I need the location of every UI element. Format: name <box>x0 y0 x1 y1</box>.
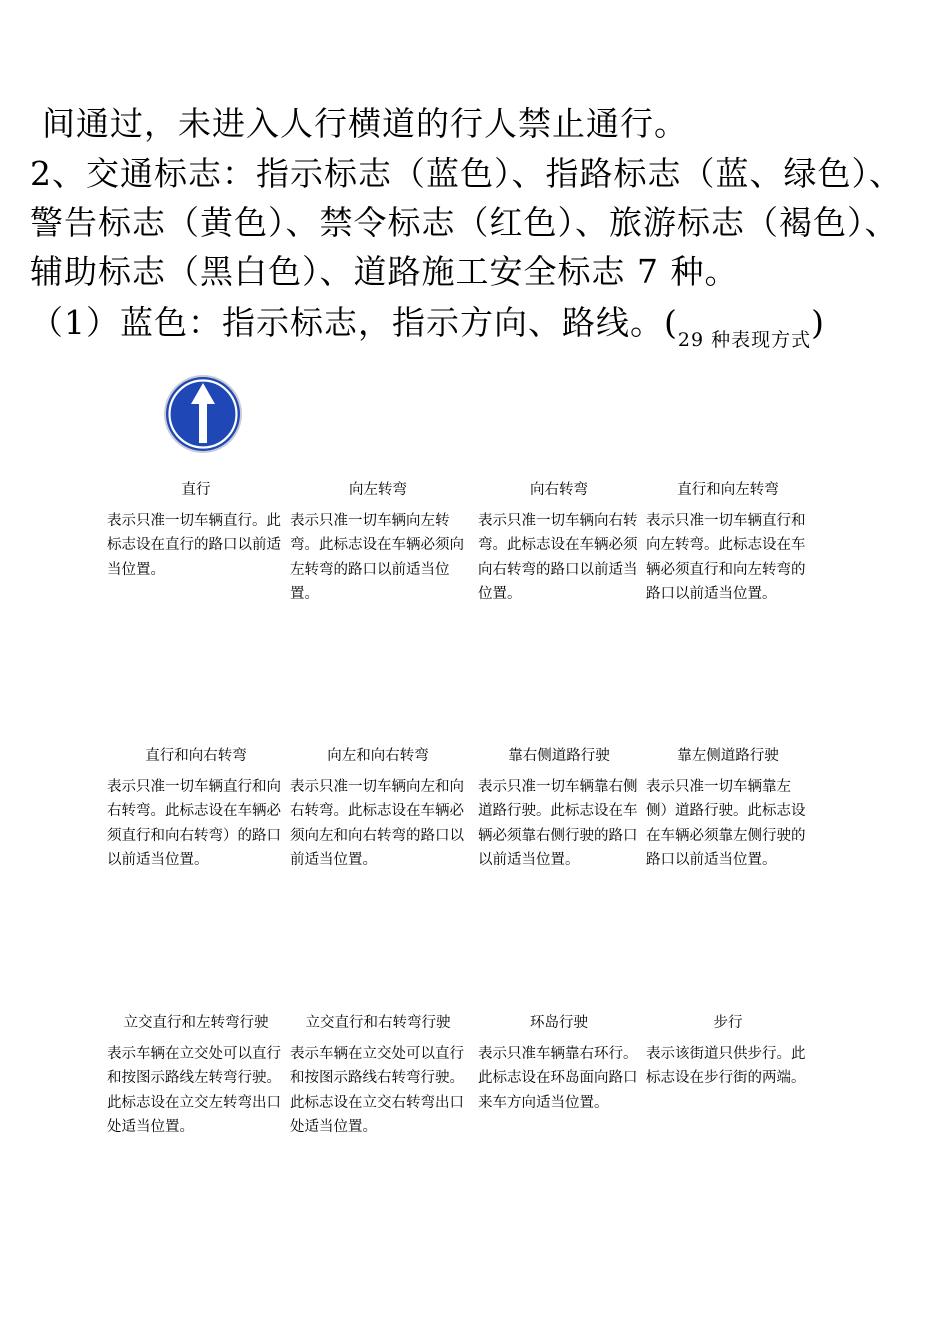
sign-description: 表示只准一切车辆向右转弯。此标志设在车辆必须向右转弯的路口以前适当位置。 <box>478 512 638 602</box>
sign-title: 直行和向右转弯 <box>145 748 247 764</box>
sign-description: 表示只准一切车辆向左和向右转弯。此标志设在车辆必须向左和向右转弯的路口以前适当位置。 <box>290 778 464 868</box>
section-heading-text: （1）蓝色：指示标志，指示方向、路线。( <box>30 303 678 342</box>
straight-ahead-sign-icon <box>163 374 243 454</box>
sign-card-3 <box>478 478 640 607</box>
sign-title: 立交直行和左转弯行驶 <box>123 1015 269 1031</box>
sign-title: 靠右侧道路行驶 <box>508 748 610 764</box>
sign-card-12 <box>646 1011 810 1091</box>
sign-description: 表示车辆在立交处可以直行和按图示路线左转弯行驶。此标志设在立交左转弯出口处适当位置。 <box>107 1045 281 1135</box>
sign-title: 环岛行驶 <box>530 1015 588 1031</box>
sign-card-11 <box>478 1011 640 1115</box>
text-line-2: 2、交通标志：指示标志（蓝色）、指路标志（蓝、绿色）、 <box>30 154 903 193</box>
sign-title: 步行 <box>713 1015 743 1031</box>
sign-title: 向左转弯 <box>349 482 407 498</box>
sign-description: 表示只准一切车辆向左转弯。此标志设在车辆必须向左转弯的路口以前适当位置。 <box>290 512 464 602</box>
text-line-1: 间通过，未进入人行横道的行人禁止通行。 <box>42 104 688 143</box>
text-line-4: 辅助标志（黑白色）、道路施工安全标志 7 种。 <box>30 252 739 291</box>
sign-description: 表示只准一切车辆直行和向右转弯。此标志设在车辆必须直行和向右转弯）的路口以前适当位置。 <box>107 778 281 868</box>
sign-card-9 <box>107 1011 285 1140</box>
sign-card-8 <box>646 744 810 873</box>
sign-title: 直行和向左转弯 <box>677 482 779 498</box>
sign-card-7 <box>478 744 640 873</box>
section-heading-note: 29 种表现方式 <box>677 329 812 351</box>
sign-title: 靠左侧道路行驶 <box>677 748 779 764</box>
sign-card-2 <box>290 478 466 607</box>
sign-title: 向左和向右转弯 <box>327 748 429 764</box>
sign-description: 表示只准一切车辆直行和向左转弯。此标志设在车辆必须直行和向左转弯的路口以前适当位置。 <box>646 512 806 602</box>
text-line-3: 警告标志（黄色）、禁令标志（红色）、旅游标志（褐色）、 <box>30 203 899 242</box>
sign-description: 表示只准车辆靠右环行。此标志设在环岛面向路口来车方向适当位置。 <box>478 1045 638 1111</box>
section-heading-blue <box>30 301 825 350</box>
sign-card-4 <box>646 478 810 607</box>
sign-card-1 <box>107 478 285 582</box>
sign-card-6 <box>290 744 466 873</box>
section-heading-close: ) <box>811 303 825 342</box>
sign-description: 表示该街道只供步行。此标志设在步行街的两端。 <box>646 1045 806 1086</box>
sign-card-5 <box>107 744 285 873</box>
sign-title: 直行 <box>181 482 211 498</box>
sign-title: 立交直行和右转弯行驶 <box>305 1015 451 1031</box>
sign-description: 表示只准一切车辆靠右侧道路行驶。此标志设在车辆必须靠右侧行驶的路口以前适当位置。 <box>478 778 638 868</box>
sign-card-10 <box>290 1011 466 1140</box>
sign-description: 表示只准一切车辆直行。此标志设在直行的路口以前适当位置。 <box>107 512 281 578</box>
sign-title: 向右转弯 <box>530 482 588 498</box>
sign-description: 表示车辆在立交处可以直行和按图示路线右转弯行驶。此标志设在立交右转弯出口处适当位置。 <box>290 1045 464 1135</box>
sign-description: 表示只准一切车辆靠左侧）道路行驶。此标志设在车辆必须靠左侧行驶的路口以前适当位置。 <box>646 778 806 868</box>
